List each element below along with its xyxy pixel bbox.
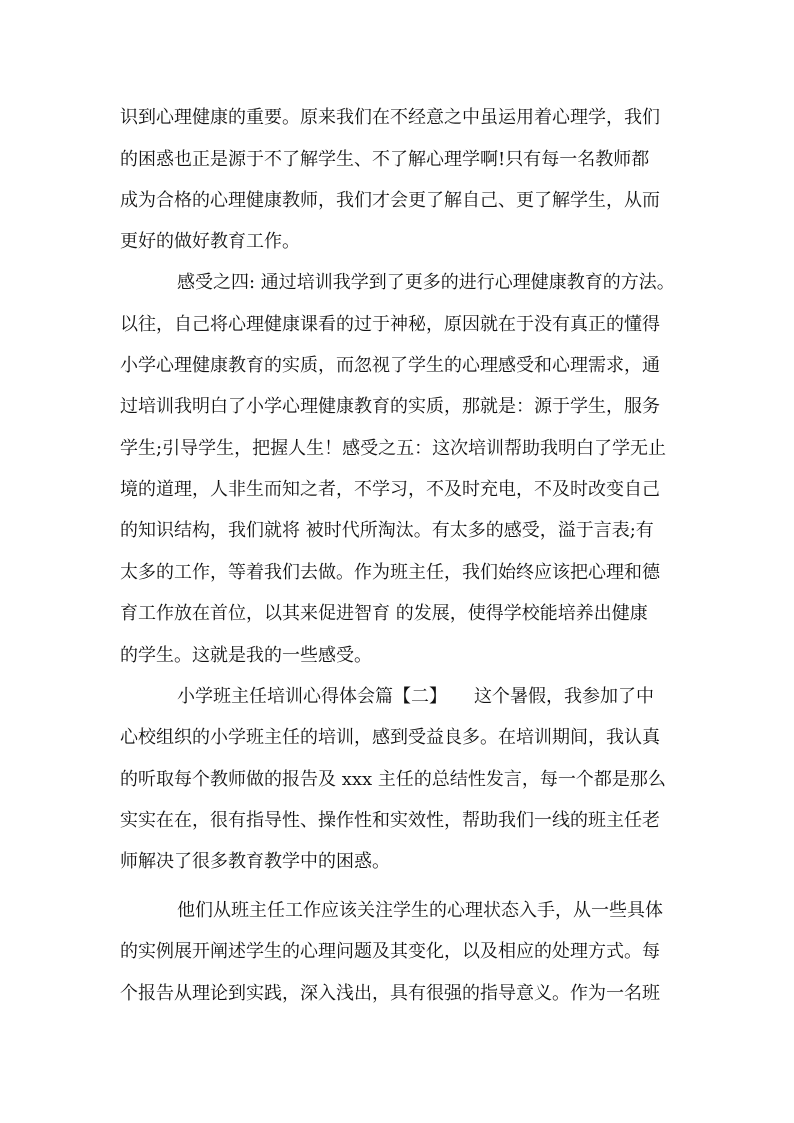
text-line: 心校组织的小学班主任的培训，感到受益良多。在培训期间，我认真 (120, 727, 660, 748)
text-line: 育工作放在首位，以其来促进智育 的发展，使得学校能培养出健康 (120, 603, 648, 624)
text-line: 过培训我明白了小学心理健康教育的实质，那就是：源于学生，服务 (120, 396, 660, 417)
text-line: 成为合格的心理健康教师，我们才会更了解自己、更了解学生，从而 (120, 190, 660, 211)
text-line: 的学生。这就是我的一些感受。 (120, 645, 372, 666)
text-line: 感受之四: 通过培训我学到了更多的进行心理健康教育的方法。 (177, 272, 675, 293)
text-line: 太多的工作，等着我们去做。作为班主任，我们始终应该把心理和德 (120, 562, 660, 583)
text-line: 境的道理，人非生而知之者，不学习，不及时充电，不及时改变自己 (120, 479, 660, 500)
text-line: 实实在在，很有指导性、操作性和实效性，帮助我们一线的班主任老 (120, 810, 660, 831)
text-line: 的知识结构，我们就将 被时代所淘汰。有太多的感受，溢于言表;有 (120, 520, 654, 541)
text-line: 识到心理健康的重要。原来我们在不经意之中虽运用着心理学，我们 (120, 107, 660, 128)
text-line: 学生;引导学生，把握人生！感受之五：这次培训帮助我明白了学无止 (120, 438, 667, 459)
text-line: 他们从班主任工作应该关注学生的心理状态入手，从一些具体 (177, 900, 663, 921)
text-line: 的实例展开阐述学生的心理问题及其变化，以及相应的处理方式。每 (120, 941, 660, 962)
text-line: 更好的做好教育工作。 (120, 231, 300, 252)
text-line: 小学心理健康教育的实质，而忽视了学生的心理感受和心理需求，通 (120, 355, 660, 376)
text-line: 的听取每个教师做的报告及 xxx 主任的总结性发言，每一个都是那么 (120, 769, 666, 790)
text-line: 的困惑也正是源于不了解学生、不了解心理学啊!只有每一名教师都 (120, 149, 650, 170)
text-line: 以往，自己将心理健康课看的过于神秘，原因就在于没有真正的懂得 (120, 314, 660, 335)
section-heading-line: 小学班主任培训心得体会篇【二】 这个暑假，我参加了中 (177, 686, 654, 707)
text-line: 个报告从理论到实践，深入浅出，具有很强的指导意义。作为一名班 (120, 983, 660, 1004)
text-line: 师解决了很多教育教学中的困惑。 (120, 851, 390, 872)
